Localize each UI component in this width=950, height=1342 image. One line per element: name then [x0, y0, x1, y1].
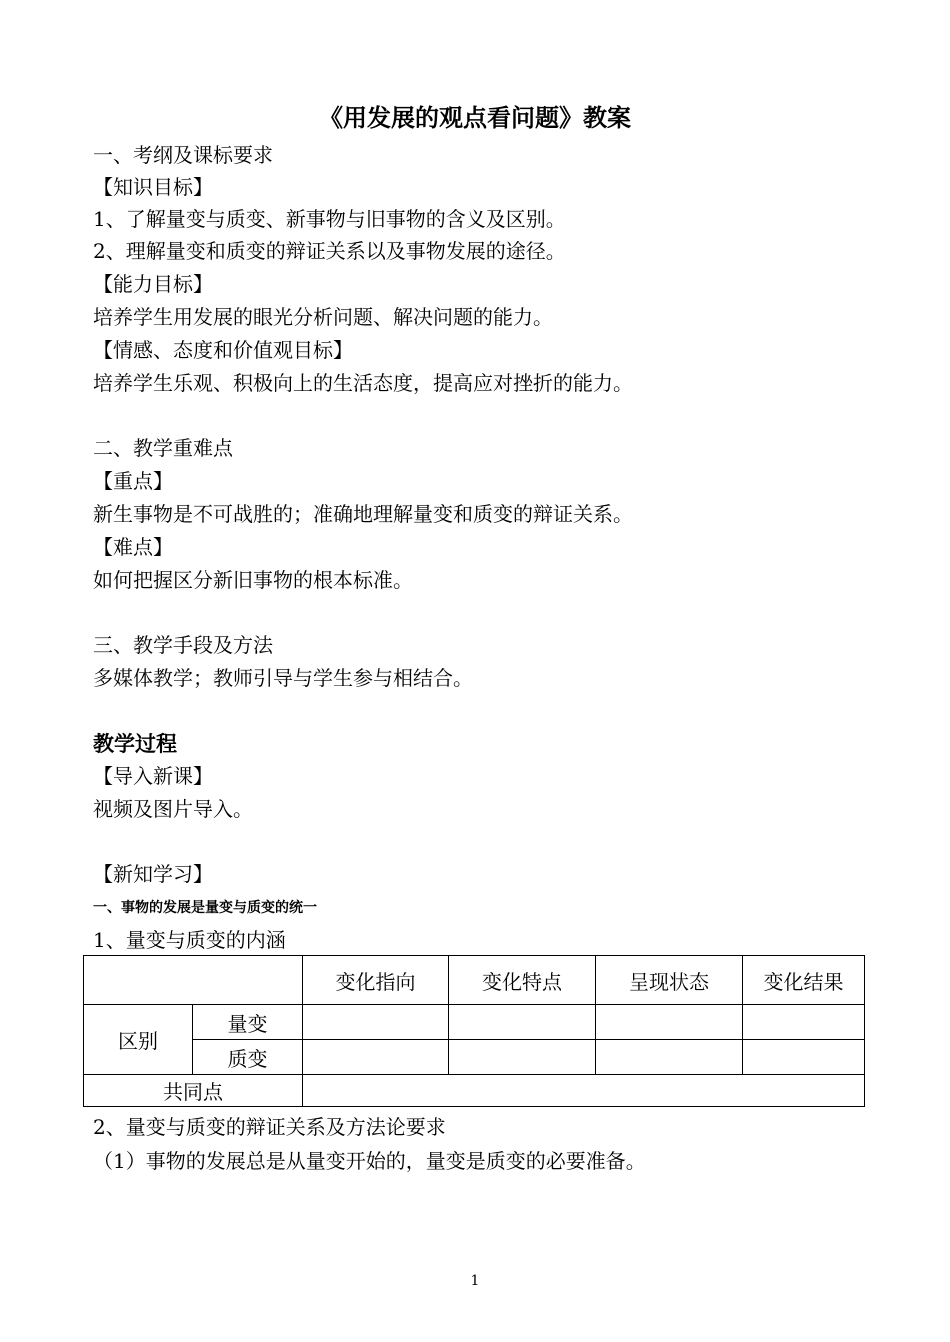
intro-tag: 【导入新课】	[93, 764, 213, 788]
section-heading-2: 二、教学重难点	[93, 436, 233, 460]
difficult-point-text: 如何把握区分新旧事物的根本标准。	[93, 568, 413, 592]
subheading-unity: 一、事物的发展是量变与质变的统一	[93, 900, 317, 916]
table-corner-cell	[84, 956, 303, 1005]
table-cell	[743, 1040, 865, 1075]
table-row	[84, 1075, 865, 1107]
item-2-heading: 2、量变与质变的辩证关系及方法论要求	[93, 1115, 446, 1139]
row-label-quality: 质变	[193, 1040, 303, 1075]
header-change-feature: 变化特点	[449, 956, 596, 1005]
emotion-goal-tag: 【情感、态度和价值观目标】	[93, 338, 353, 362]
header-change-direction: 变化指向	[303, 956, 449, 1005]
table-cell	[743, 1005, 865, 1040]
method-text: 多媒体教学；教师引导与学生参与相结合。	[93, 666, 473, 690]
knowledge-goal-2: 2、理解量变和质变的辩证关系以及事物发展的途径。	[93, 239, 566, 263]
table-cell	[303, 1040, 449, 1075]
document-title: 《用发展的观点看问题》教案	[319, 104, 631, 132]
difficult-point-tag: 【难点】	[93, 535, 173, 559]
comparison-table	[83, 955, 865, 1107]
table-row	[84, 1040, 865, 1075]
knowledge-goal-1: 1、了解量变与质变、新事物与旧事物的含义及区别。	[93, 207, 566, 231]
table-cell	[303, 1005, 449, 1040]
table-cell	[596, 1040, 743, 1075]
table-header-row	[84, 956, 865, 1005]
new-learning-tag: 【新知学习】	[93, 862, 213, 886]
intro-text: 视频及图片导入。	[93, 797, 253, 821]
table-cell	[449, 1005, 596, 1040]
header-present-state: 呈现状态	[596, 956, 743, 1005]
emotion-goal-text: 培养学生乐观、积极向上的生活态度，提高应对挫折的能力。	[93, 371, 633, 395]
common-point-label: 共同点	[84, 1075, 303, 1107]
item-1-heading: 1、量变与质变的内涵	[93, 928, 286, 952]
ability-goal-text: 培养学生用发展的眼光分析问题、解决问题的能力。	[93, 305, 553, 329]
section-heading-3: 三、教学手段及方法	[93, 633, 273, 657]
knowledge-goal-tag: 【知识目标】	[93, 175, 213, 199]
common-point-cell	[303, 1075, 865, 1107]
table-cell	[596, 1005, 743, 1040]
ability-goal-tag: 【能力目标】	[93, 272, 213, 296]
page-number: 1	[470, 1273, 480, 1289]
key-point-text: 新生事物是不可战胜的；准确地理解量变和质变的辩证关系。	[93, 502, 633, 526]
teaching-process-title: 教学过程	[93, 732, 177, 756]
header-change-result: 变化结果	[743, 956, 865, 1005]
difference-group-label: 区别	[84, 1005, 193, 1075]
table-cell	[449, 1040, 596, 1075]
row-label-quantity: 量变	[193, 1005, 303, 1040]
item-2-1-text: （1）事物的发展总是从量变开始的，量变是质变的必要准备。	[93, 1149, 646, 1173]
table-row	[84, 1005, 865, 1040]
key-point-tag: 【重点】	[93, 469, 173, 493]
section-heading-1: 一、考纲及课标要求	[93, 143, 273, 167]
